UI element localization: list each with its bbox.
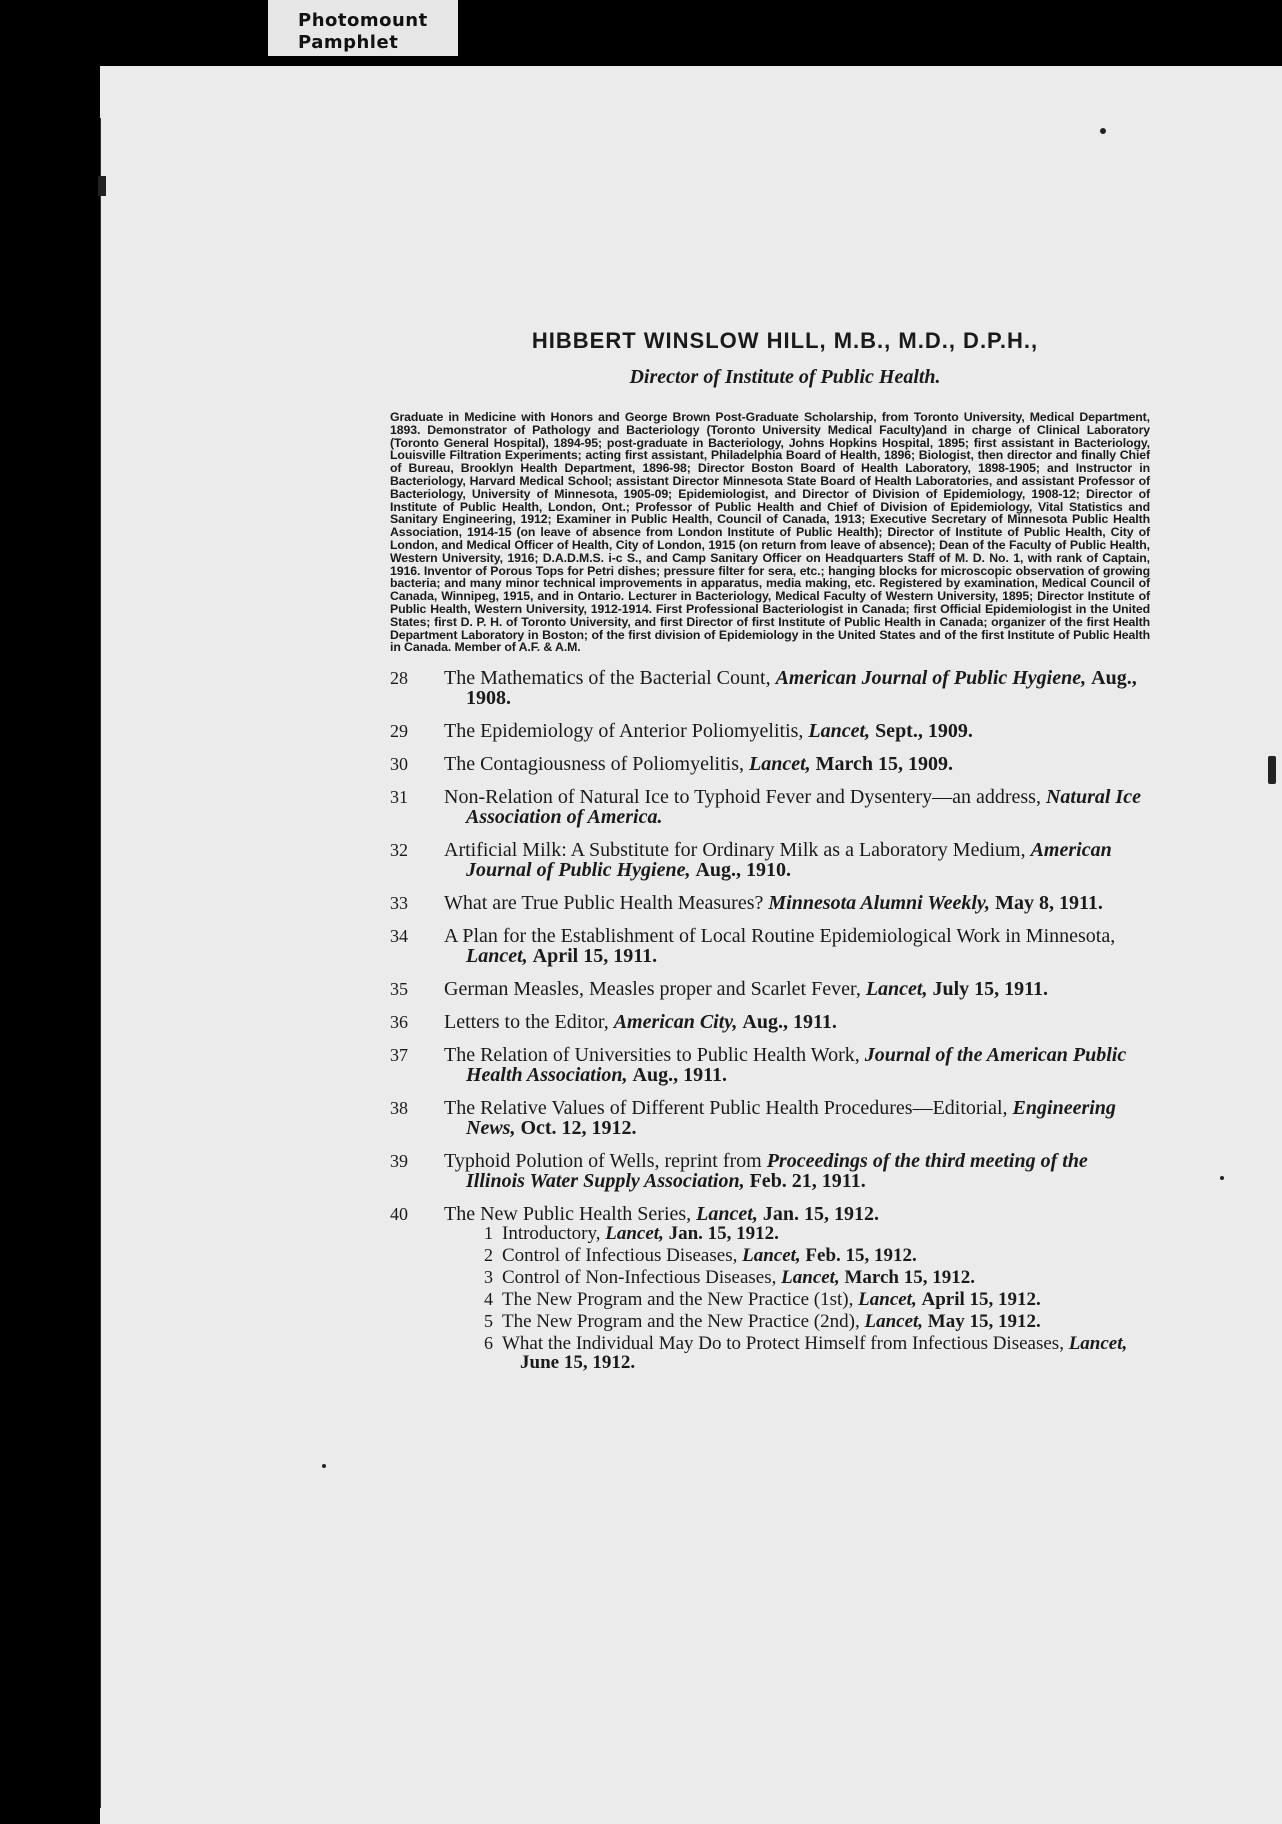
series-item-journal: Lancet, bbox=[781, 1267, 840, 1289]
series-sublist bbox=[444, 1224, 1150, 1372]
series-item-citation bbox=[502, 1334, 1150, 1372]
entry-journal: Engineering News, bbox=[466, 1097, 1116, 1140]
series-item-number: 4 bbox=[484, 1289, 493, 1310]
publication-entry bbox=[390, 787, 1150, 827]
publication-entry bbox=[390, 721, 1150, 741]
entry-journal: Lancet, bbox=[749, 753, 811, 776]
author-title: Director of Institute of Public Health. bbox=[629, 366, 941, 388]
entry-journal: Lancet, bbox=[865, 978, 928, 1001]
label-line-2: Pamphlet bbox=[298, 32, 399, 53]
entry-citation bbox=[444, 840, 1150, 880]
series-item-date: Feb. 15, 1912. bbox=[805, 1245, 917, 1267]
series-item bbox=[444, 1268, 1150, 1287]
series-item-number: 3 bbox=[484, 1267, 493, 1288]
entry-date: March 15, 1909. bbox=[815, 753, 954, 776]
entry-citation bbox=[444, 979, 1150, 999]
series-item-number: 2 bbox=[484, 1245, 493, 1266]
entry-title: The Contagiousness of Poliomyelitis, bbox=[444, 753, 744, 776]
series-item-date: March 15, 1912. bbox=[844, 1267, 975, 1289]
series-item-journal: Lancet, bbox=[858, 1289, 917, 1311]
entry-journal: Proceedings of the third meeting of the Illinois Water Supply Association, bbox=[466, 1150, 1088, 1193]
entry-journal: Natural Ice Association of America. bbox=[466, 786, 1141, 829]
pamphlet-label bbox=[268, 0, 458, 56]
publication-list bbox=[390, 668, 1150, 1372]
entry-date: Oct. 12, 1912. bbox=[520, 1117, 637, 1140]
series-item bbox=[444, 1312, 1150, 1331]
entry-citation bbox=[444, 893, 1150, 913]
entry-journal: Lancet, bbox=[466, 945, 528, 968]
document-content bbox=[390, 316, 1150, 1385]
entry-journal: Lancet, bbox=[696, 1203, 758, 1226]
publication-entry bbox=[390, 926, 1150, 966]
entry-title: A Plan for the Establishment of Local Routine Epidemiological Work in Minnesota, bbox=[444, 925, 1116, 948]
series-item-citation bbox=[502, 1224, 1150, 1243]
entry-journal: Journal of the American Public Health Association, bbox=[466, 1044, 1127, 1087]
author-biography: Graduate in Medicine with Honors and George Brown Post-Graduate Scholarship, from Toronto University, Medical Department, 1893. Demonstrator of Pathology and Bacteriology (Toronto University Medical Faculty)and in charge of Clinical Laboratory (Toronto General Hospital), 1894-95; post-graduate in Bacteriology, Johns Hopkins Hospital, 1895; first assistant in Bacteriology, Louisville Filtration Experiments; acting first assistant, Philadelphia Board of Health, 1896; Biologist, then director and finally Chief of Bureau, Brooklyn Health Department, 1896-98; Director Boston Board of Health Laboratory, 1898-1905; and Instructor in Bacteriology, Harvard Medical School; assistant Director Minnesota State Board of Health Laboratories, and assistant Professor of Bacteriology, University of Minnesota, 1905-09; Epidemiologist, and Director of Division of Epidemiology, 1908-12; Director of Institute of Public Health, London, Ont.; Professor of Public Health and Chief of Division of Epidemiology, Vital Statistics and Sanitary Engineering, 1912; Examiner in Public Health, Council of Canada, 1913; Executive Secretary of Minnesota Public Health Association, 1914-15 (on leave of absence from London Institute of Public Health); Director of Institute of Public Health, City of London, and Medical Officer of Health, City of London, 1915 (on return from leave of absence); Dean of the Faculty of Public Health, Western University, 1916; D.A.D.M.S. i-c S., and Camp Sanitary Officer on Headquarters Staff of M. D. No. 1, with rank of Captain, 1916. Inventor of Porous Tops for Petri dishes; pressure filter for sera, etc.; hanging blocks for microscopic observation of growing bacteria; and many minor technical improvements in apparatus, media making, etc. Registered by examination, Medical Council of Canada, Winnipeg, 1915, and in Ontario. Lecturer in Bacteriology, Medical Faculty of Western University, 1895; Director Institute of Public Health, Western University, 1912-1914. First Professional Bacteriologist in Canada; first Official Epidemiologist in the United States; first D. P. H. of Toronto University, and first Director of first Institute of Public Health in Canada; organizer of the first Health Department Laboratory in Boston; of the first division of Epidemiology in the United States and of the first Institute of Public Health in Canada. Member of A.F. & A.M. bbox=[390, 410, 1150, 655]
entry-title: Non-Relation of Natural Ice to Typhoid Fever and Dysentery—an address, bbox=[444, 786, 1041, 809]
entry-number: 29 bbox=[390, 721, 408, 742]
entry-date: Aug., 1910. bbox=[695, 859, 792, 882]
series-item-citation bbox=[502, 1312, 1150, 1331]
entry-number: 39 bbox=[390, 1151, 408, 1172]
series-item-citation bbox=[502, 1268, 1150, 1287]
entry-title: The Relation of Universities to Public Health Work, bbox=[444, 1044, 860, 1067]
entry-number: 33 bbox=[390, 893, 408, 914]
entry-title: The Relative Values of Different Public Health Procedures—Editorial, bbox=[444, 1097, 1008, 1120]
entry-number: 28 bbox=[390, 668, 408, 689]
entry-citation bbox=[444, 1151, 1150, 1191]
publication-entry bbox=[390, 1204, 1150, 1372]
publication-entry bbox=[390, 1045, 1150, 1085]
series-item-citation bbox=[502, 1246, 1150, 1265]
entry-citation bbox=[444, 754, 1150, 774]
label-line-1: Photomount bbox=[298, 10, 428, 31]
entry-date: Sept., 1909. bbox=[875, 720, 973, 743]
entry-journal: American Journal of Public Hygiene, bbox=[466, 839, 1112, 882]
series-item-journal: Lancet, bbox=[742, 1245, 801, 1267]
ink-speck bbox=[322, 1464, 326, 1468]
series-item bbox=[444, 1246, 1150, 1265]
spine-mark bbox=[98, 176, 106, 196]
entry-citation bbox=[444, 787, 1150, 827]
series-item-number: 6 bbox=[484, 1333, 493, 1354]
entry-citation bbox=[444, 1098, 1150, 1138]
entry-number: 40 bbox=[390, 1204, 408, 1225]
series-item-title: Control of Non-Infectious Diseases, bbox=[502, 1267, 777, 1289]
publication-entry bbox=[390, 1012, 1150, 1032]
series-item bbox=[444, 1290, 1150, 1309]
entry-citation bbox=[444, 1045, 1150, 1085]
entry-date: Jan. 15, 1912. bbox=[762, 1203, 879, 1226]
entry-citation bbox=[444, 721, 1150, 741]
series-item bbox=[444, 1334, 1150, 1372]
entry-citation bbox=[444, 1204, 1150, 1224]
document-page bbox=[100, 66, 1282, 1824]
entry-title: The Epidemiology of Anterior Poliomyelitis, bbox=[444, 720, 804, 743]
series-item-date: Jan. 15, 1912. bbox=[668, 1223, 779, 1245]
entry-date: Aug., 1911. bbox=[632, 1064, 727, 1087]
entry-citation bbox=[444, 668, 1150, 708]
entry-number: 36 bbox=[390, 1012, 408, 1033]
series-item-citation bbox=[502, 1290, 1150, 1309]
entry-number: 32 bbox=[390, 840, 408, 861]
entry-number: 38 bbox=[390, 1098, 408, 1119]
entry-date: April 15, 1911. bbox=[532, 945, 658, 968]
entry-title: What are True Public Health Measures? bbox=[444, 892, 764, 915]
entry-citation bbox=[444, 1012, 1150, 1032]
ink-speck bbox=[1100, 128, 1106, 134]
series-item-number: 5 bbox=[484, 1311, 493, 1332]
entry-number: 31 bbox=[390, 787, 408, 808]
publication-entry bbox=[390, 668, 1150, 708]
publication-entry bbox=[390, 754, 1150, 774]
entry-title: Artificial Milk: A Substitute for Ordinary Milk as a Laboratory Medium, bbox=[444, 839, 1026, 862]
series-item-number: 1 bbox=[484, 1223, 493, 1244]
publication-entry bbox=[390, 893, 1150, 913]
entry-journal: American Journal of Public Hygiene, bbox=[775, 667, 1087, 690]
series-item-date: May 15, 1912. bbox=[927, 1311, 1041, 1333]
entry-title: Typhoid Polution of Wells, reprint from bbox=[444, 1150, 762, 1173]
entry-date: Aug., 1911. bbox=[742, 1011, 837, 1034]
series-item-journal: Lancet, bbox=[864, 1311, 924, 1333]
series-item-title: The New Program and the New Practice (1st), bbox=[502, 1289, 854, 1311]
entry-number: 30 bbox=[390, 754, 408, 775]
series-item-journal: Lancet, bbox=[1068, 1333, 1128, 1355]
series-item-date: April 15, 1912. bbox=[921, 1289, 1041, 1311]
entry-title: Letters to the Editor, bbox=[444, 1011, 609, 1034]
entry-title: The New Public Health Series, bbox=[444, 1203, 692, 1226]
entry-title: The Mathematics of the Bacterial Count, bbox=[444, 667, 771, 690]
entry-journal: Minnesota Alumni Weekly, bbox=[768, 892, 991, 915]
publication-entry bbox=[390, 1151, 1150, 1191]
series-item-journal: Lancet, bbox=[605, 1223, 664, 1245]
entry-date: May 8, 1911. bbox=[995, 892, 1103, 915]
entry-number: 35 bbox=[390, 979, 408, 1000]
entry-citation bbox=[444, 926, 1150, 966]
entry-title: German Measles, Measles proper and Scarlet Fever, bbox=[444, 978, 861, 1001]
entry-number: 34 bbox=[390, 926, 408, 947]
entry-date: Aug., 1908. bbox=[466, 667, 1137, 710]
entry-date: July 15, 1911. bbox=[932, 978, 1049, 1001]
publication-entry bbox=[390, 840, 1150, 880]
author-name: HIBBERT WINSLOW HILL, M.B., M.D., D.P.H., bbox=[531, 328, 1039, 353]
ink-speck bbox=[1220, 1176, 1224, 1180]
series-item-title: Control of Infectious Diseases, bbox=[502, 1245, 738, 1267]
series-item bbox=[444, 1224, 1150, 1243]
entry-date: Feb. 21, 1911. bbox=[749, 1170, 866, 1193]
entry-journal: Lancet, bbox=[808, 720, 871, 743]
series-item-date: June 15, 1912. bbox=[520, 1352, 636, 1374]
series-item-title: Introductory, bbox=[502, 1223, 601, 1245]
page-spine-edge bbox=[100, 118, 101, 1808]
publication-entry bbox=[390, 979, 1150, 999]
ink-speck bbox=[1268, 756, 1276, 784]
entry-number: 37 bbox=[390, 1045, 408, 1066]
series-item-title: What the Individual May Do to Protect Himself from Infectious Diseases, bbox=[502, 1333, 1064, 1355]
entry-journal: American City, bbox=[613, 1011, 738, 1034]
publication-entry bbox=[390, 1098, 1150, 1138]
series-item-title: The New Program and the New Practice (2nd), bbox=[502, 1311, 860, 1333]
